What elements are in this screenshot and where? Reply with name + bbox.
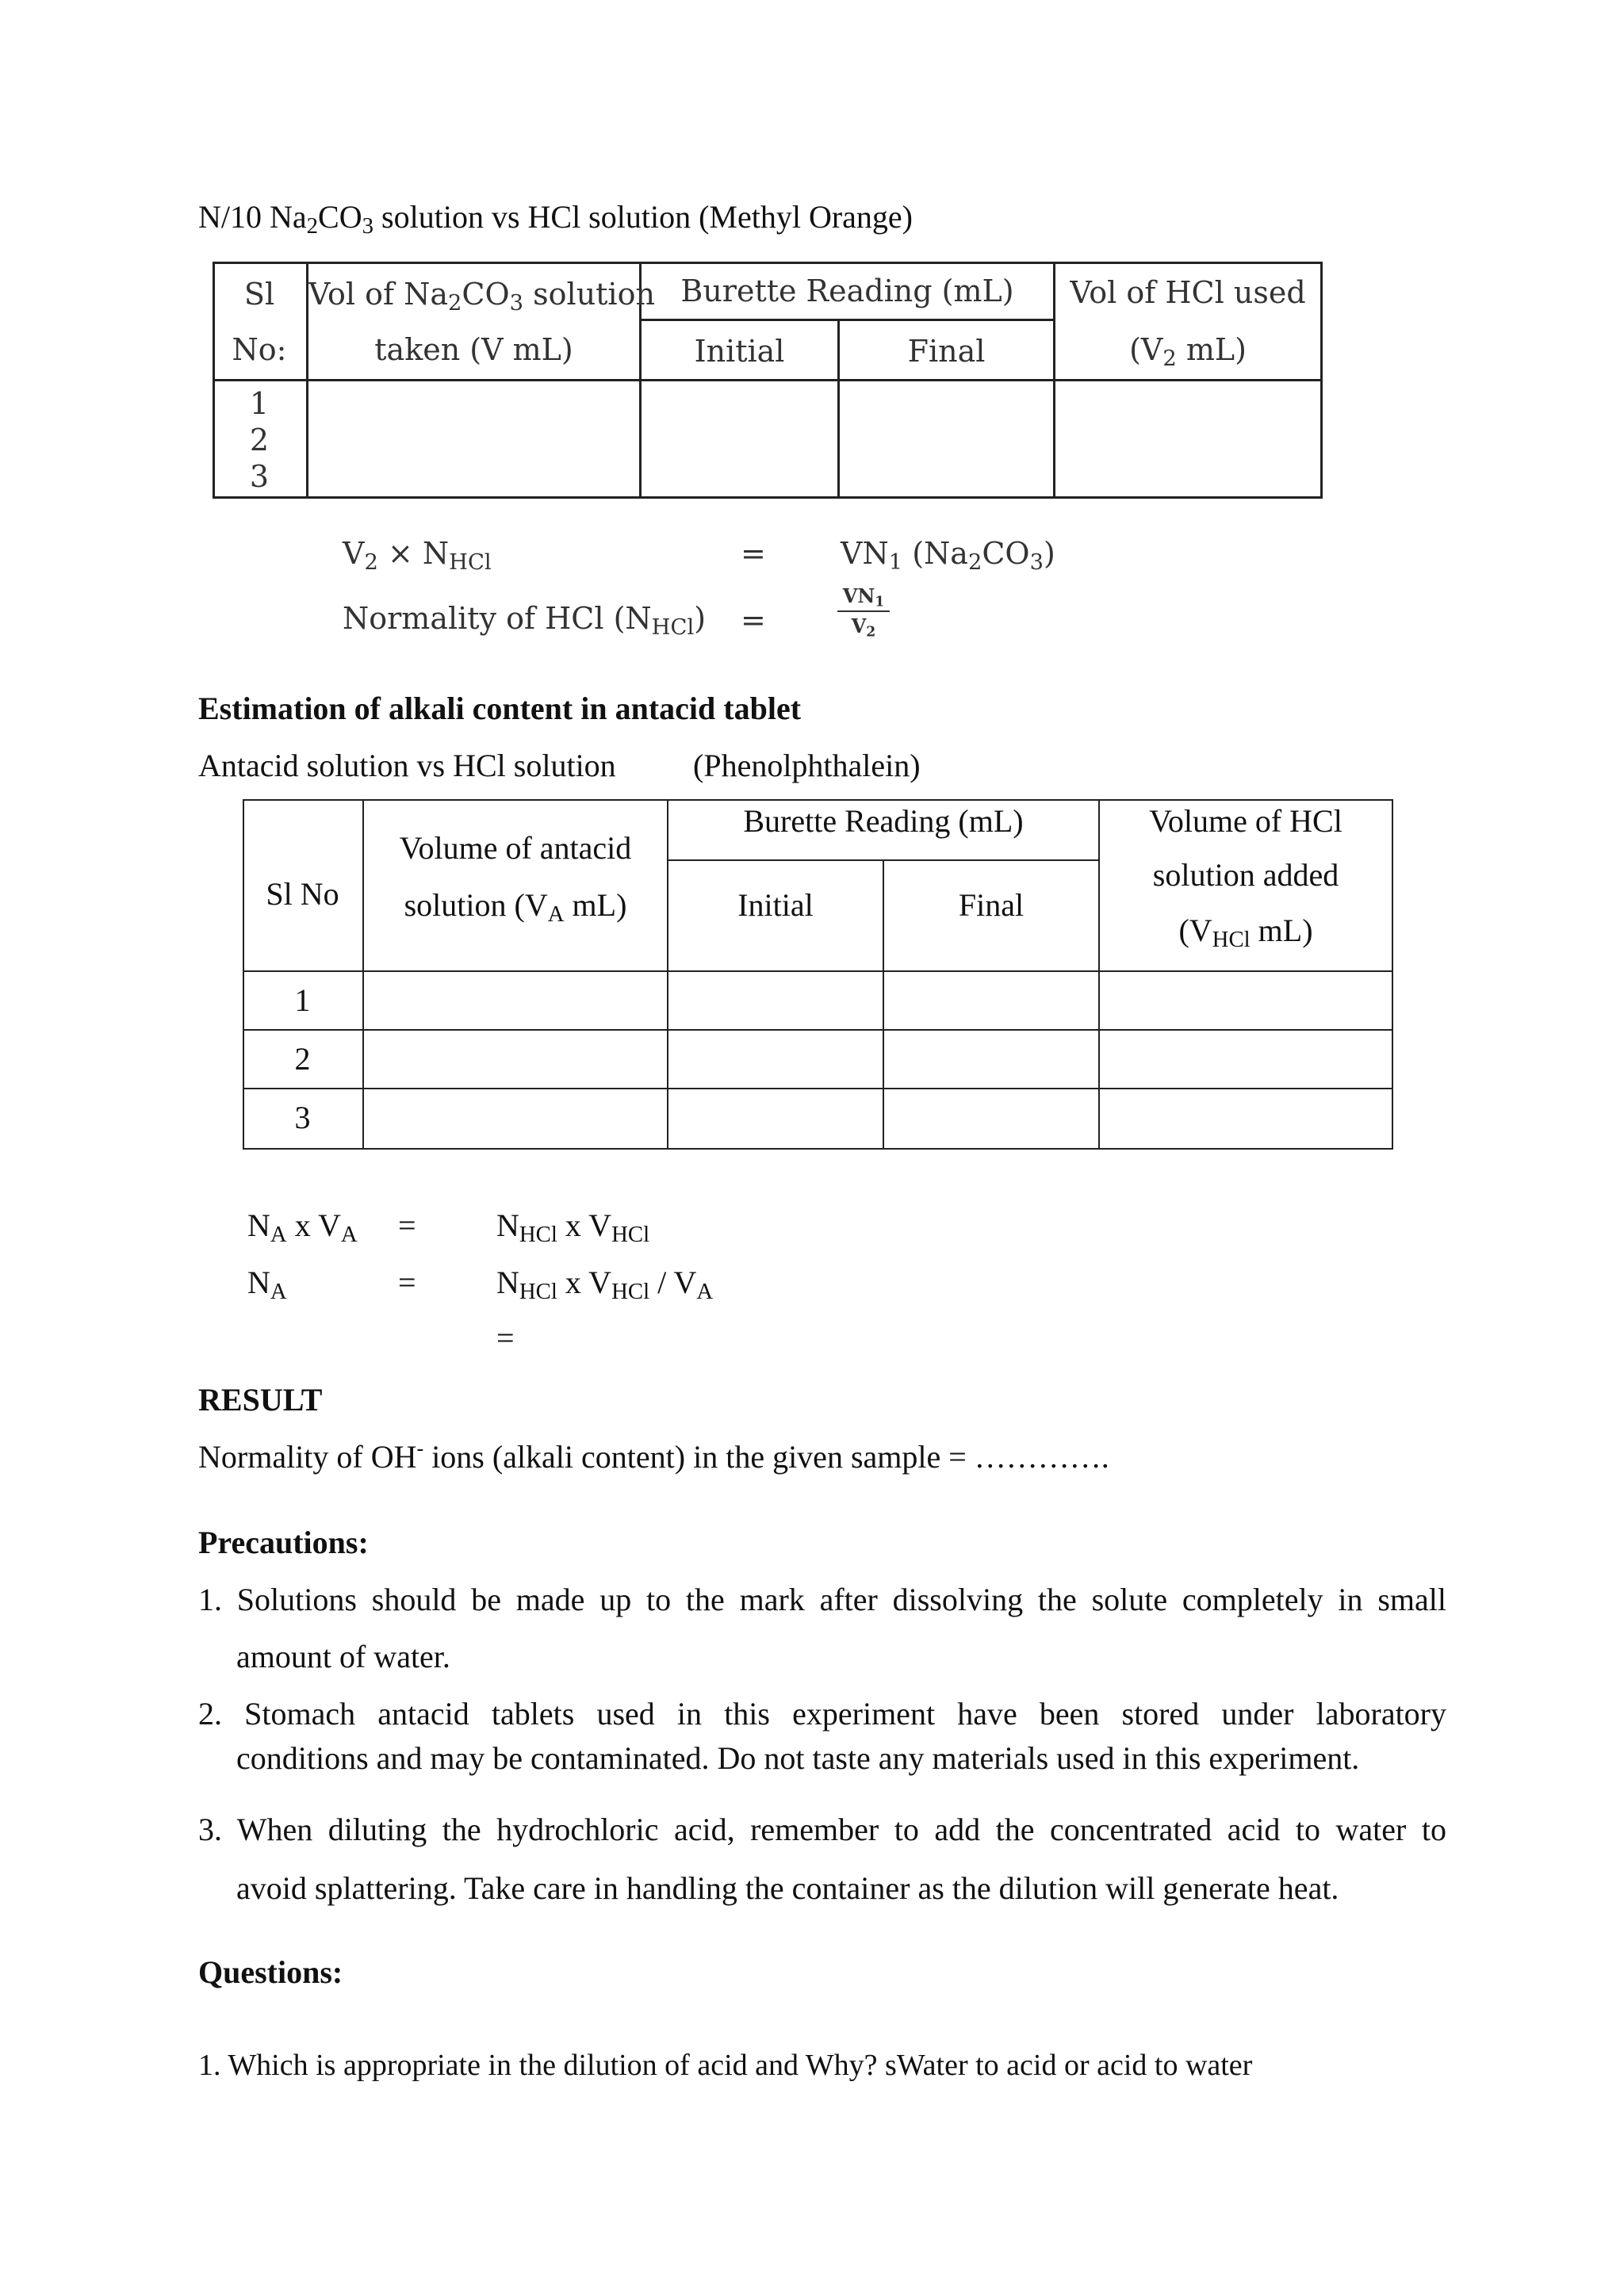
t2-header-final: Final <box>958 887 1025 923</box>
t2-header-burette: Burette Reading (mL) <box>743 803 1024 839</box>
t2-row-3: 3 <box>294 1100 311 1135</box>
result-title: RESULT <box>198 1382 323 1418</box>
precaution-1-line-2: amount of water. <box>236 1639 450 1674</box>
formula1-eq1: = <box>741 536 766 571</box>
formula1-fraction: $VN_1$ $V_2$ <box>837 587 890 636</box>
t2-row-2: 2 <box>294 1041 311 1077</box>
result-line: Normality of OH- ions (alkali content) in the given sample = …………. <box>198 1437 1109 1475</box>
t1-row-3: 3 <box>249 459 270 494</box>
t1-row-2: 2 <box>249 423 270 457</box>
formula2-r2-eq: = <box>398 1265 416 1300</box>
t2-header-vol-va: solution ($V_A$ mL) <box>404 887 627 928</box>
t2-header-hcl-2: solution added <box>1152 857 1339 893</box>
formula2-r2-lhs: $N_A$ <box>247 1265 287 1305</box>
questions-title: Questions: <box>198 1954 343 1990</box>
precaution-2-line-2: conditions and may be contaminated. Do not taste any materials used in this experiment. <box>236 1740 1360 1776</box>
t1-header-hcl: Vol of HCl used <box>1070 275 1306 310</box>
t2-header-initial: Initial <box>737 887 814 923</box>
t1-header-sl: Sl <box>243 277 275 312</box>
precaution-3-line-2: avoid splattering. Take care in handling the container as the dilution will generate heat. <box>236 1870 1339 1906</box>
section2-subtitle: Antacid solution vs HCl solution <box>198 748 616 783</box>
formula2-r1-lhs: $N_A$ x $V_A$ <box>247 1207 358 1248</box>
t1-header-burette: Burette Reading (mL) <box>680 274 1014 308</box>
formula1-eq2: = <box>741 603 766 637</box>
t1-header-hcl-v2: ($V_2$ mL) <box>1129 332 1247 371</box>
section2-title: Estimation of alkali content in antacid tablet <box>198 691 802 726</box>
section2-indicator: (Phenolphthalein) <box>693 748 921 783</box>
t1-header-final: Final <box>907 334 986 369</box>
precaution-3-line-1: 3. When diluting the hydrochloric acid, remember to add the concentrated acid to water to <box>198 1812 1446 1847</box>
formula1-lhs2: Normality of HCl $(N_{HCl})$ <box>343 601 707 640</box>
t2-header-vol: Volume of antacid <box>399 830 632 866</box>
titration-table-1 <box>213 262 1323 498</box>
t1-header-no: No: <box>232 332 287 367</box>
formula1-rhs1: $VN_1$ $(Na_2CO_3)$ <box>841 536 1055 575</box>
formula2-r3-eq: = <box>496 1320 515 1356</box>
question-1: 1. Which is appropriate in the dilution of acid and Why? sWater to acid or acid to water <box>198 2049 1253 2082</box>
precautions-title: Precautions: <box>198 1525 369 1560</box>
precaution-2-line-1: 2. Stomach antacid tablets used in this experiment have been stored under laboratory <box>198 1696 1446 1732</box>
formula1-lhs1: $V_2 \times N_{HCl}$ <box>343 536 492 575</box>
titration-table-2 <box>243 799 1393 1150</box>
t1-header-vol: Vol of $Na_2CO_3$ solution <box>308 277 655 316</box>
precaution-1-line-1: 1. Solutions should be made up to the mark after dissolving the solute completely in small <box>198 1582 1446 1617</box>
formula2-r2-rhs: $N_{HCl}$ x $V_{HCl} / V_A$ <box>496 1265 714 1305</box>
t2-header-hcl-1: Volume of HCl <box>1149 803 1342 839</box>
t1-header-initial: Initial <box>694 334 785 369</box>
t2-row-1: 1 <box>294 982 311 1018</box>
table1-heading: N/10 $Na_2CO_3$ solution vs HCl solution (Methyl Orange) <box>198 199 913 239</box>
formula2-r1-rhs: $N_{HCl}$ x $V_{HCl}$ <box>496 1207 650 1248</box>
formula2-r1-eq: = <box>398 1207 416 1243</box>
t2-header-sl: Sl No <box>266 876 339 912</box>
t1-header-vol-taken: taken (V mL) <box>374 332 573 367</box>
t2-header-hcl-3: ($V_{HCl}$ mL) <box>1178 913 1313 953</box>
t1-row-1: 1 <box>249 386 270 421</box>
